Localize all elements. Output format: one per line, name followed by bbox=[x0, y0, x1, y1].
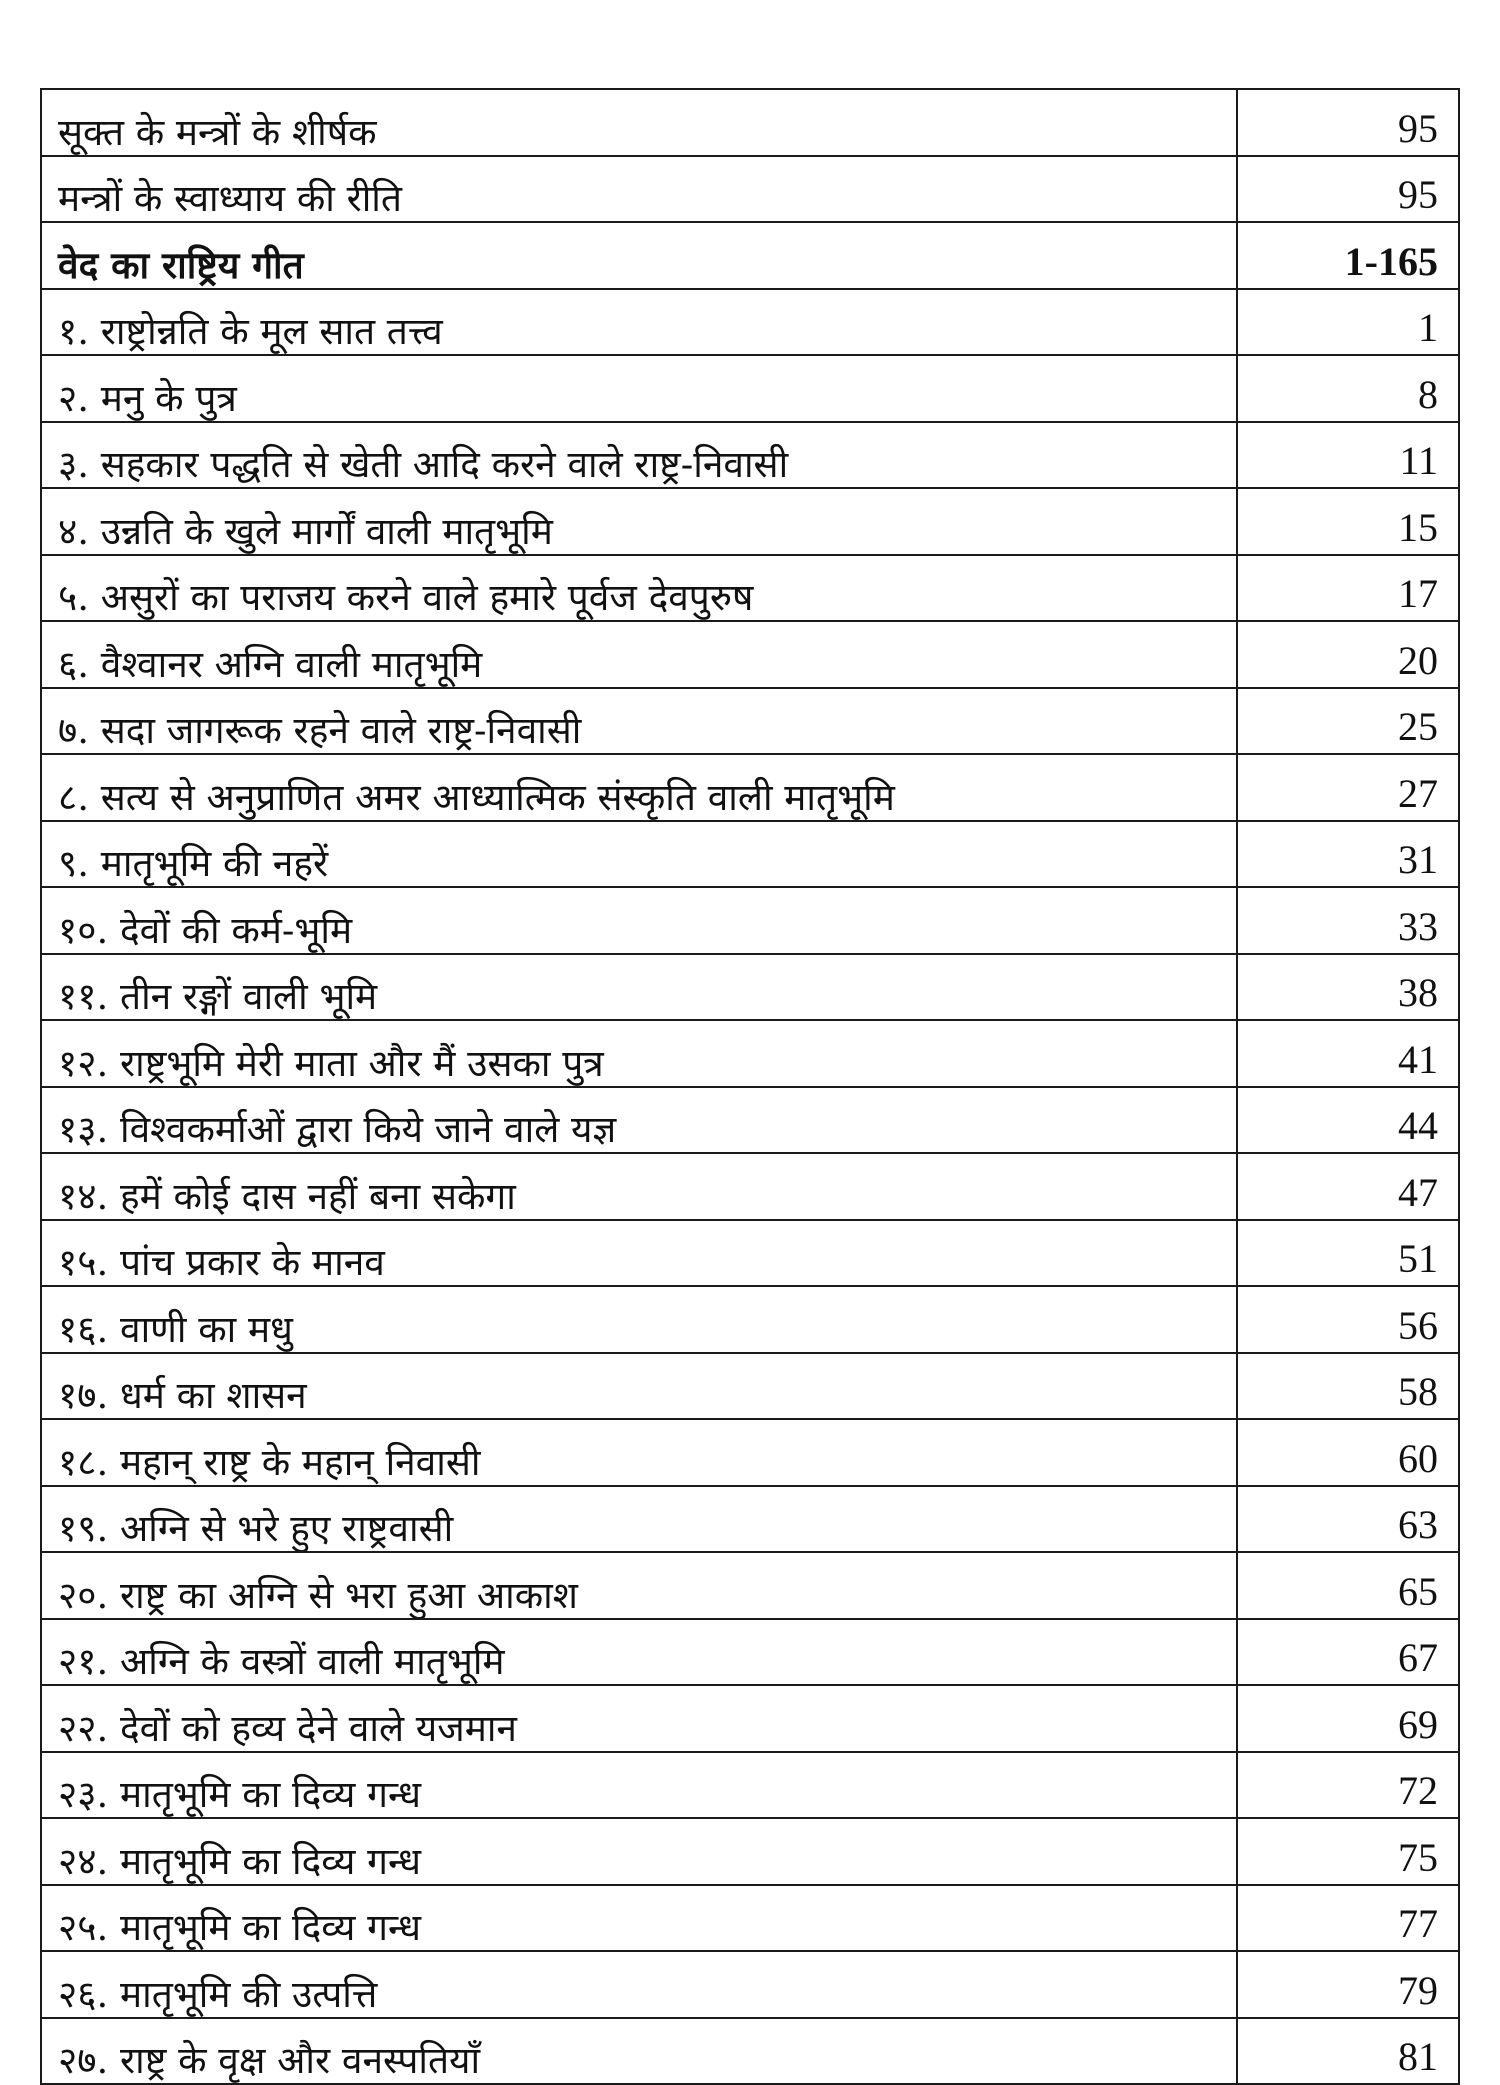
toc-entry-title: १७. धर्म का शासन bbox=[41, 1353, 1237, 1420]
toc-entry-page-number: 41 bbox=[1237, 1020, 1459, 1087]
toc-entry-title: १३. विश्वकर्माओं द्वारा किये जाने वाले यज्ञ bbox=[41, 1087, 1237, 1154]
toc-entry-title: १९. अग्नि से भरे हुए राष्ट्रवासी bbox=[41, 1486, 1237, 1553]
toc-row bbox=[41, 1419, 1459, 1486]
toc-entry-title: १२. राष्ट्रभूमि मेरी माता और मैं उसका पुत्र bbox=[41, 1020, 1237, 1087]
toc-entry-title: ८. सत्य से अनुप्राणित अमर आध्यात्मिक संस्कृति वाली मातृभूमि bbox=[41, 754, 1237, 821]
toc-entry-title: २७. राष्ट्र के वृक्ष और वनस्पतियाँ bbox=[41, 2018, 1237, 2085]
toc-row bbox=[41, 887, 1459, 954]
toc-entry-title: २. मनु के पुत्र bbox=[41, 355, 1237, 422]
toc-row bbox=[41, 954, 1459, 1021]
toc-row bbox=[41, 821, 1459, 888]
toc-entry-title: ११. तीन रङ्गों वाली भूमि bbox=[41, 954, 1237, 1021]
toc-row bbox=[41, 355, 1459, 422]
toc-entry-title: मन्त्रों के स्वाध्याय की रीति bbox=[41, 156, 1237, 223]
toc-entry-title: २०. राष्ट्र का अग्नि से भरा हुआ आकाश bbox=[41, 1552, 1237, 1619]
toc-section-heading-row bbox=[41, 222, 1459, 289]
toc-entry-page-number: 17 bbox=[1237, 555, 1459, 622]
toc-row bbox=[41, 621, 1459, 688]
toc-entry-title: ३. सहकार पद्धति से खेती आदि करने वाले राष्ट्र-निवासी bbox=[41, 422, 1237, 489]
toc-row bbox=[41, 1153, 1459, 1220]
toc-entry-page-number: 33 bbox=[1237, 887, 1459, 954]
toc-entry-page-number: 77 bbox=[1237, 1885, 1459, 1952]
toc-row bbox=[41, 289, 1459, 356]
toc-row bbox=[41, 1619, 1459, 1686]
toc-row bbox=[41, 1885, 1459, 1952]
toc-entry-page-number: 20 bbox=[1237, 621, 1459, 688]
toc-row bbox=[41, 2018, 1459, 2085]
toc-row bbox=[41, 156, 1459, 223]
toc-entry-title: ४. उन्नति के खुले मार्गों वाली मातृभूमि bbox=[41, 488, 1237, 555]
toc-entry-page-number: 44 bbox=[1237, 1087, 1459, 1154]
toc-entry-title: २६. मातृभूमि की उत्पत्ति bbox=[41, 1951, 1237, 2018]
toc-entry-title: १. राष्ट्रोन्नति के मूल सात तत्त्व bbox=[41, 289, 1237, 356]
toc-entry-page-number: 72 bbox=[1237, 1752, 1459, 1819]
toc-entry-title: सूक्त के मन्त्रों के शीर्षक bbox=[41, 89, 1237, 156]
toc-entry-page-number: 1 bbox=[1237, 289, 1459, 356]
toc-entry-page-number: 51 bbox=[1237, 1220, 1459, 1287]
toc-entry-title: ६. वैश्वानर अग्नि वाली मातृभूमि bbox=[41, 621, 1237, 688]
toc-row bbox=[41, 1552, 1459, 1619]
toc-entry-page-number: 79 bbox=[1237, 1951, 1459, 2018]
toc-entry-title: ७. सदा जागरूक रहने वाले राष्ट्र-निवासी bbox=[41, 688, 1237, 755]
toc-entry-page-number: 31 bbox=[1237, 821, 1459, 888]
toc-entry-page-number: 27 bbox=[1237, 754, 1459, 821]
toc-entry-page-number: 56 bbox=[1237, 1286, 1459, 1353]
toc-body bbox=[41, 89, 1459, 2084]
toc-entry-page-number: 38 bbox=[1237, 954, 1459, 1021]
toc-entry-title: १५. पांच प्रकार के मानव bbox=[41, 1220, 1237, 1287]
toc-entry-page-number: 60 bbox=[1237, 1419, 1459, 1486]
toc-row bbox=[41, 688, 1459, 755]
toc-row bbox=[41, 1486, 1459, 1553]
toc-entry-page-number: 11 bbox=[1237, 422, 1459, 489]
toc-row bbox=[41, 1752, 1459, 1819]
toc-entry-page-number: 47 bbox=[1237, 1153, 1459, 1220]
toc-row bbox=[41, 1353, 1459, 1420]
toc-entry-title: १०. देवों की कर्म-भूमि bbox=[41, 887, 1237, 954]
toc-entry-page-number: 63 bbox=[1237, 1486, 1459, 1553]
toc-entry-title: २५. मातृभूमि का दिव्य गन्ध bbox=[41, 1885, 1237, 1952]
toc-entry-page-number: 65 bbox=[1237, 1552, 1459, 1619]
toc-entry-page-number: 69 bbox=[1237, 1685, 1459, 1752]
toc-entry-title: ५. असुरों का पराजय करने वाले हमारे पूर्वज देवपुरुष bbox=[41, 555, 1237, 622]
toc-row bbox=[41, 1087, 1459, 1154]
toc-entry-page-number: 95 bbox=[1237, 89, 1459, 156]
toc-entry-page-number: 58 bbox=[1237, 1353, 1459, 1420]
toc-entry-page-number: 25 bbox=[1237, 688, 1459, 755]
toc-entry-page-number: 1-165 bbox=[1237, 222, 1459, 289]
toc-entry-page-number: 75 bbox=[1237, 1818, 1459, 1885]
toc-row bbox=[41, 1286, 1459, 1353]
toc-entry-page-number: 81 bbox=[1237, 2018, 1459, 2085]
toc-row bbox=[41, 89, 1459, 156]
toc-row bbox=[41, 1951, 1459, 2018]
toc-entry-page-number: 95 bbox=[1237, 156, 1459, 223]
toc-entry-title: २३. मातृभूमि का दिव्य गन्ध bbox=[41, 1752, 1237, 1819]
toc-row bbox=[41, 1220, 1459, 1287]
toc-entry-page-number: 15 bbox=[1237, 488, 1459, 555]
toc-row bbox=[41, 754, 1459, 821]
toc-entry-page-number: 8 bbox=[1237, 355, 1459, 422]
toc-row bbox=[41, 1818, 1459, 1885]
toc-row bbox=[41, 488, 1459, 555]
toc-entry-title: ९. मातृभूमि की नहरें bbox=[41, 821, 1237, 888]
toc-entry-title: २१. अग्नि के वस्त्रों वाली मातृभूमि bbox=[41, 1619, 1237, 1686]
toc-entry-title: १४. हमें कोई दास नहीं बना सकेगा bbox=[41, 1153, 1237, 1220]
toc-entry-page-number: 67 bbox=[1237, 1619, 1459, 1686]
toc-row bbox=[41, 1685, 1459, 1752]
toc-entry-title: वेद का राष्ट्रिय गीत bbox=[41, 222, 1237, 289]
toc-entry-title: २४. मातृभूमि का दिव्य गन्ध bbox=[41, 1818, 1237, 1885]
toc-row bbox=[41, 1020, 1459, 1087]
toc-entry-title: २२. देवों को हव्य देने वाले यजमान bbox=[41, 1685, 1237, 1752]
toc-row bbox=[41, 555, 1459, 622]
toc-row bbox=[41, 422, 1459, 489]
table-of-contents bbox=[40, 88, 1460, 2085]
toc-entry-title: १८. महान् राष्ट्र के महान् निवासी bbox=[41, 1419, 1237, 1486]
toc-entry-title: १६. वाणी का मधु bbox=[41, 1286, 1237, 1353]
